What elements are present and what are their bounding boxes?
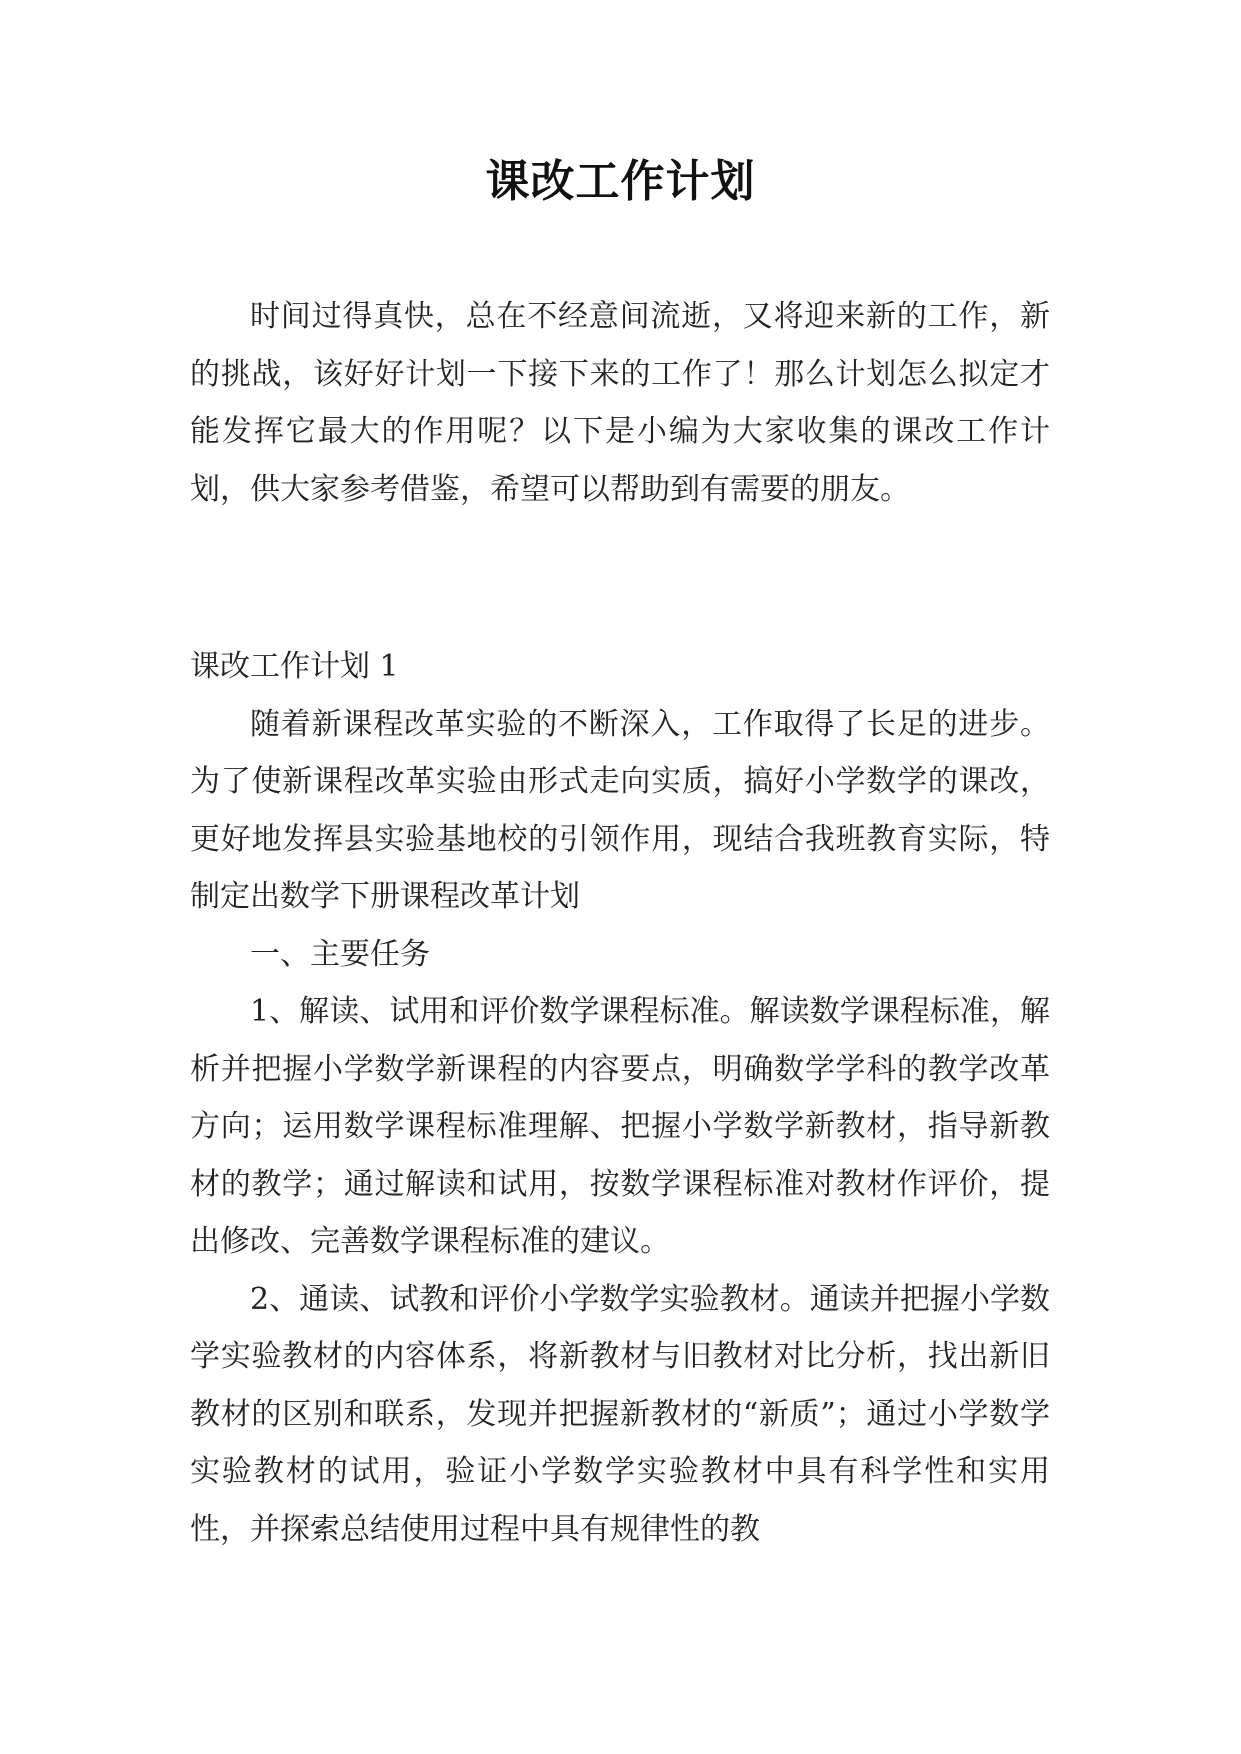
intro-paragraph: 时间过得真快，总在不经意间流逝，又将迎来新的工作，新的挑战，该好好计划一下接下来的工作了！那么计划怎么拟定才能发挥它最大的作用呢？以下是小编为大家收集的课改工作计划，供大家参考借鉴，希望可以帮助到有需要的朋友。 (190, 299, 1050, 507)
document-title: 课改工作计划 (485, 156, 756, 207)
intro-section (190, 288, 1050, 518)
section-paragraph: 随着新课程改革实验的不断深入，工作取得了长足的进步。为了使新课程改革实验由形式走向实质，搞好小学数学的课改，更好地发挥县实验基地校的引领作用，现结合我班教育实际，特制定出数学下册课程改革计划 (190, 706, 1050, 914)
plan-section-1 (190, 638, 1050, 1558)
section-heading: 课改工作计划 1 (190, 649, 399, 684)
section-subheading: 一、主要任务 (250, 936, 430, 972)
section-paragraph: 2、通读、试教和评价小学数学实验教材。通读并把握小学数学实验教材的内容体系，将新教材与旧教材对比分析，找出新旧教材的区别和联系，发现并把握新教材的“新质”；通过小学数学实验教材的试用，验证小学数学实验教材中具有科学性和实用性，并探索总结使用过程中具有规律性的教 (190, 1281, 1050, 1547)
section-paragraph: 1、解读、试用和评价数学课程标准。解读数学课程标准，解析并把握小学数学新课程的内容要点，明确数学学科的教学改革方向；运用数学课程标准理解、把握小学数学新教材，指导新教材的教学；通过解读和试用，按数学课程标准对教材作评价，提出修改、完善数学课程标准的建议。 (190, 994, 1050, 1259)
